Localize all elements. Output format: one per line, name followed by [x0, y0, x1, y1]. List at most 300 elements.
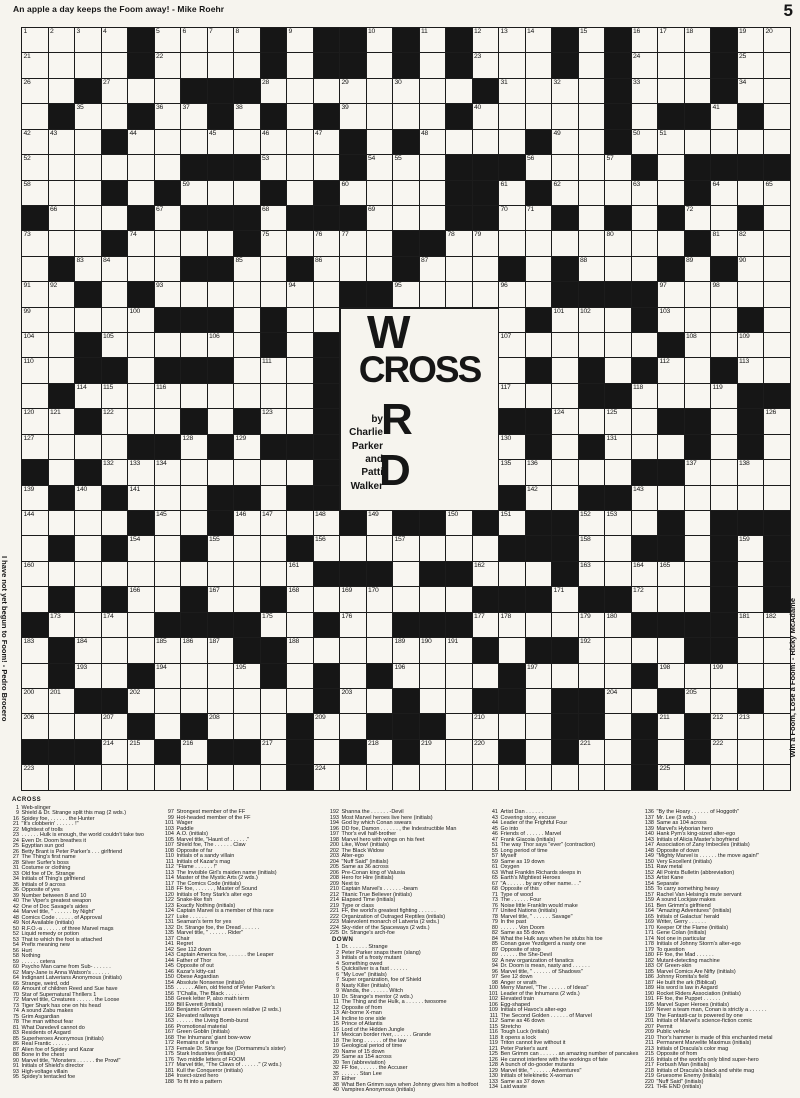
grid-cell: [261, 511, 288, 536]
clue-number: 204: [329, 858, 339, 865]
grid-cell-number: 216: [182, 739, 193, 747]
grid-cell-number: 208: [209, 714, 220, 722]
clue-number: 66: [12, 980, 19, 987]
grid-cell-number: 52: [23, 155, 31, 163]
grid-cell: [738, 53, 765, 78]
grid-cell-number: 214: [103, 739, 114, 747]
grid-cell: [208, 587, 235, 612]
grid-cell-black: [658, 409, 685, 434]
grid-cell: [764, 765, 791, 790]
clue-text: Opposite of from: [656, 1051, 698, 1057]
grid-cell: [75, 435, 102, 460]
grid-cell-number: 95: [394, 282, 402, 290]
grid-cell-black: [526, 435, 553, 460]
clue-text: . . . . . . Hulk is enough, the world couldn't take two: [21, 832, 144, 838]
grid-cell: [261, 460, 288, 485]
grid-cell-number: 2: [50, 28, 54, 35]
grid-cell-number: 125: [606, 409, 617, 417]
clue-text: Opposite of down: [656, 847, 700, 854]
grid-cell: [49, 79, 76, 104]
clue-text: Seaman's term for yes: [176, 919, 232, 925]
grid-cell: [764, 435, 791, 460]
grid-cell: [632, 409, 659, 434]
clue-number: 51: [491, 842, 498, 848]
clue-text: Merry Marvel, "The . . . . . . of Ideas": [500, 985, 589, 991]
grid-cell-black: [473, 587, 500, 612]
grid-cell: [526, 765, 553, 790]
grid-cell: [446, 79, 473, 104]
grid-cell: [393, 206, 420, 231]
grid-cell-black: [22, 206, 49, 231]
grid-cell: [367, 257, 394, 282]
grid-cell: [181, 740, 208, 765]
grid-cell: [75, 231, 102, 256]
grid-cell: [711, 409, 738, 434]
grid-cell: [128, 613, 155, 638]
grid-cell: [526, 104, 553, 129]
grid-cell-black: [340, 28, 367, 53]
grid-cell: [208, 714, 235, 739]
grid-cell-black: [128, 282, 155, 307]
clue-text: Dr. Strange's mentor (2 wds.): [341, 993, 413, 1000]
grid-cell-black: [181, 206, 208, 231]
grid-cell-number: 199: [712, 663, 723, 671]
clue-text: Thor's evil half-brother: [341, 831, 397, 837]
grid-cell: [499, 638, 526, 663]
grid-cell-number: 92: [50, 282, 57, 290]
grid-cell: [526, 79, 553, 104]
clue-text: Vampires Anonymous (initials): [341, 1087, 416, 1093]
clue-text: Star of Supernatural Thrillers 1: [21, 991, 97, 998]
grid-cell: [181, 765, 208, 790]
grid-cell: [658, 562, 685, 587]
clue-number: 168: [164, 1034, 174, 1041]
clue-text: A sound Lockjaw makes: [656, 897, 716, 903]
grid-cell-number: 85: [235, 256, 243, 264]
grid-cell: [208, 460, 235, 485]
grid-cell: [22, 104, 49, 129]
clue-text: Absolute Nonsense (initials): [176, 979, 245, 986]
grid-cell-black: [738, 155, 765, 180]
grid-cell: [711, 740, 738, 765]
grid-cell-black: [367, 714, 394, 739]
clue-text: Marvel title, " . . . . . . of Shadows": [500, 968, 583, 975]
clue-text: Hank Pym's king-sized alter-ego: [656, 831, 736, 837]
grid-cell: [340, 79, 367, 104]
grid-cell: [128, 409, 155, 434]
clue-number: 86: [12, 1041, 19, 1047]
grid-cell: [526, 333, 553, 358]
clue-number: 197: [644, 1007, 654, 1013]
clue-text: To fit into a pattern: [176, 1078, 222, 1085]
grid-cell-black: [234, 613, 261, 638]
grid-cell: [49, 613, 76, 638]
clue-text: What Franklin Richards sleeps in: [500, 869, 581, 876]
grid-cell-black: [499, 740, 526, 765]
clue-text: Egyptian sun god: [21, 843, 65, 849]
clue-number: 218: [644, 1067, 654, 1074]
grid-cell-number: 1: [23, 28, 27, 35]
grid-cell-black: [658, 689, 685, 714]
grid-cell: [393, 79, 420, 104]
grid-cell-black: [552, 28, 579, 53]
grid-cell-number: 110: [23, 358, 34, 366]
clue-text: The Thing's first name: [21, 854, 76, 860]
grid-cell-number: 3: [76, 28, 80, 35]
grid-cell: [208, 765, 235, 790]
grid-cell-number: 7: [209, 28, 213, 35]
clue-text: Initials of Havoc's alter-ego: [500, 1007, 567, 1013]
grid-cell-number: 88: [580, 256, 587, 264]
grid-cell: [234, 28, 261, 53]
grid-cell: [579, 181, 606, 206]
grid-cell: [181, 53, 208, 78]
grid-cell: [155, 409, 182, 434]
grid-cell-black: [155, 613, 182, 638]
clue-text: Master of the Mystic Arts (2 wds.): [176, 875, 258, 881]
grid-cell-black: [208, 435, 235, 460]
grid-cell-black: [314, 206, 341, 231]
grid-cell: [75, 613, 102, 638]
grid-cell: [234, 435, 261, 460]
grid-cell-black: [605, 206, 632, 231]
grid-cell: [22, 714, 49, 739]
clue-number: 40: [332, 1087, 339, 1093]
grid-cell: [446, 130, 473, 155]
grid-cell-number: 18: [686, 28, 693, 35]
clue-number: 152: [644, 869, 654, 876]
grid-cell: [579, 536, 606, 561]
grid-cell: [287, 460, 314, 485]
grid-cell: [102, 638, 129, 663]
grid-cell-black: [261, 587, 288, 612]
grid-cell: [632, 689, 659, 714]
clue-text: Tough Luck (initials): [500, 1029, 550, 1035]
grid-cell: [340, 257, 367, 282]
grid-cell-number: 175: [262, 612, 273, 620]
grid-cell-black: [393, 130, 420, 155]
clue-text: "Nuff Said" (initials): [656, 1078, 704, 1085]
clue-text: Initials of telekinetic X-woman: [500, 1073, 573, 1079]
clue-number: 26: [12, 848, 19, 855]
grid-cell-number: 169: [341, 587, 352, 595]
grid-cell-number: 164: [633, 561, 644, 569]
clue-text: FF foe, the Mad . . . . . .: [656, 952, 714, 958]
grid-cell: [473, 28, 500, 53]
grid-cell-number: 189: [394, 638, 405, 646]
grid-cell-number: 47: [315, 129, 322, 137]
grid-cell-number: 40: [474, 104, 481, 112]
grid-cell: [446, 536, 473, 561]
grid-cell-number: 124: [553, 409, 564, 417]
grid-cell: [128, 257, 155, 282]
grid-cell: [22, 435, 49, 460]
grid-cell: [155, 664, 182, 689]
clue-number: 121: [488, 1045, 498, 1052]
clue-number: 77: [491, 908, 498, 914]
grid-cell-number: 197: [527, 663, 538, 671]
clue-text: Something owed: [341, 960, 383, 967]
grid-cell-number: 97: [659, 282, 667, 290]
grid-cell: [552, 308, 579, 333]
grid-cell: [22, 562, 49, 587]
grid-cell: [208, 689, 235, 714]
grid-cell: [420, 638, 447, 663]
grid-cell: [287, 689, 314, 714]
clue-text: . . . . . . Von Doom: [500, 924, 545, 931]
grid-cell-black: [393, 231, 420, 256]
grid-cell-black: [552, 689, 579, 714]
clue-number: 155: [164, 985, 174, 991]
grid-cell: [579, 130, 606, 155]
grid-cell: [764, 130, 791, 155]
grid-cell-number: 44: [129, 129, 137, 137]
grid-cell-number: 36: [156, 104, 163, 112]
grid-cell: [632, 130, 659, 155]
grid-cell-black: [738, 689, 765, 714]
clue-text: Captain America foe, . . . . . . the Leaper: [176, 952, 274, 958]
grid-cell: [208, 536, 235, 561]
clue-number: 150: [644, 858, 654, 865]
grid-cell-number: 55: [394, 155, 402, 163]
grid-cell: [155, 79, 182, 104]
grid-cell: [393, 104, 420, 129]
clue-number: 131: [164, 919, 174, 925]
clue-text: Mr. Lee (3 wds.): [656, 814, 696, 821]
grid-cell: [764, 104, 791, 129]
grid-cell-black: [711, 257, 738, 282]
clue-text: Initials of a frosty mutant: [341, 955, 402, 961]
grid-cell: [287, 409, 314, 434]
grid-cell: [764, 231, 791, 256]
clue-number: 173: [164, 1045, 174, 1052]
grid-cell-black: [605, 28, 632, 53]
clue-number: 141: [164, 941, 174, 947]
grid-cell: [552, 435, 579, 460]
grid-cell: [314, 155, 341, 180]
grid-cell: [579, 257, 606, 282]
clue-number: 104: [164, 831, 174, 837]
grid-cell: [605, 155, 632, 180]
grid-cell: [632, 511, 659, 536]
grid-cell: [605, 613, 632, 638]
grid-cell: [658, 638, 685, 663]
clue-number: 9: [335, 988, 339, 994]
clue-number: 118: [165, 886, 174, 892]
grid-cell: [49, 765, 76, 790]
grid-cell: [314, 714, 341, 739]
clue-number: 100: [488, 985, 498, 991]
grid-cell: [764, 740, 791, 765]
clue-text: Initials of Tony Stark's alter ego: [176, 891, 253, 898]
grid-cell: [526, 282, 553, 307]
grid-cell: [102, 155, 129, 180]
clue-text: Luke . . . . . .: [176, 913, 207, 920]
grid-cell: [49, 714, 76, 739]
grid-cell-number: 174: [103, 612, 114, 620]
grid-cell-black: [420, 714, 447, 739]
grid-cell-number: 150: [447, 511, 458, 519]
clue-text: Greek letter P, also math term: [176, 996, 250, 1002]
grid-cell-number: 133: [129, 460, 140, 468]
clue-number: 210: [329, 886, 339, 892]
left-margin-quote: I have not yet begun to Foom! - Pedro Brocero: [0, 556, 9, 722]
grid-cell-number: 10: [368, 28, 375, 35]
grid-cell-black: [526, 358, 553, 383]
grid-cell-number: 167: [209, 587, 220, 595]
grid-cell-black: [22, 460, 49, 485]
grid-cell: [314, 740, 341, 765]
clue-number: 213: [644, 1045, 654, 1052]
grid-cell: [287, 587, 314, 612]
clue-number: 174: [644, 935, 654, 942]
grid-cell-black: [234, 79, 261, 104]
grid-cell-number: 79: [474, 231, 481, 239]
grid-cell-black: [393, 613, 420, 638]
grid-cell-number: 180: [606, 612, 617, 620]
grid-cell-black: [685, 104, 712, 129]
clue-number: 189: [644, 985, 654, 991]
clue-text: What the Hulk says when he stubs his toe: [500, 935, 603, 942]
grid-cell: [499, 28, 526, 53]
clue-number: 36: [12, 887, 19, 893]
clue-text: The Thing and the Hulk, a . . . . . . twosome: [341, 999, 447, 1005]
grid-cell: [261, 409, 288, 434]
grid-cell-black: [287, 740, 314, 765]
clue-number: 97: [491, 974, 498, 980]
clue-text: Grim Asgardian: [21, 1013, 60, 1020]
grid-cell-number: 172: [633, 587, 644, 595]
grid-cell-black: [605, 79, 632, 104]
grid-cell-black: [261, 638, 288, 663]
grid-cell-black: [552, 740, 579, 765]
title-byline-line: Patti: [361, 467, 383, 479]
grid-cell-number: 56: [527, 155, 534, 163]
grid-cell-black: [393, 714, 420, 739]
clue-text: It opens a lock: [500, 1034, 536, 1041]
grid-cell: [234, 358, 261, 383]
grid-cell: [579, 638, 606, 663]
clue-number: 46: [491, 831, 498, 837]
clue-number: 81: [12, 1024, 19, 1031]
grid-cell-black: [128, 28, 155, 53]
grid-cell: [711, 664, 738, 689]
grid-cell: [420, 181, 447, 206]
grid-cell: [75, 486, 102, 511]
grid-cell-black: [314, 358, 341, 383]
grid-cell: [234, 181, 261, 206]
clue-number: 154: [644, 880, 654, 887]
grid-cell-number: 91: [23, 282, 31, 290]
clue-number: 14: [332, 1015, 339, 1022]
grid-cell-number: 80: [606, 231, 614, 239]
clue-text: DD foe, Damon . . . . . . , the Indestructible Man: [341, 825, 457, 832]
grid-cell-black: [181, 409, 208, 434]
clue-number: 116: [489, 1029, 498, 1035]
grid-cell-number: 8: [235, 28, 239, 35]
grid-cell: [552, 486, 579, 511]
grid-cell: [128, 155, 155, 180]
grid-cell-number: 12: [474, 28, 481, 35]
clue-text: Artist Dan . . . . . .: [500, 809, 543, 815]
clue-number: 87: [12, 1046, 19, 1053]
clue-number: 188: [164, 1078, 174, 1085]
grid-cell: [393, 587, 420, 612]
clue: [8, 1075, 160, 1081]
grid-cell: [499, 206, 526, 231]
clue-text: Dr. Strange foe, the Dread . . . . . .: [176, 924, 260, 931]
grid-cell: [287, 130, 314, 155]
grid-cell-black: [711, 79, 738, 104]
grid-cell: [128, 740, 155, 765]
grid-cell: [75, 130, 102, 155]
grid-cell-black: [658, 104, 685, 129]
clue-number: 166: [164, 1023, 174, 1030]
clue-text: Initials of Alicia Master's boyfriend: [656, 836, 739, 843]
grid-cell: [102, 613, 129, 638]
grid-cell-black: [605, 282, 632, 307]
clue-number: 90: [12, 1057, 19, 1064]
grid-cell: [552, 460, 579, 485]
clue-number: 199: [644, 1012, 654, 1019]
grid-cell-number: 67: [156, 205, 163, 213]
grid-cell: [579, 155, 606, 180]
grid-cell: [287, 511, 314, 536]
clue-text: Rocket Riders Association (initials): [656, 990, 741, 997]
grid-cell: [261, 486, 288, 511]
grid-cell: [473, 130, 500, 155]
grid-cell: [473, 282, 500, 307]
grid-cell-number: 114: [76, 383, 87, 391]
grid-cell: [552, 181, 579, 206]
clue-number: 161: [644, 902, 654, 909]
grid-cell: [155, 155, 182, 180]
clue-text: Air-borne X-man: [341, 1010, 382, 1016]
grid-cell-black: [685, 714, 712, 739]
clue-text: Same as 104 across: [656, 820, 707, 826]
grid-cell-number: 75: [262, 231, 269, 239]
grid-cell-black: [552, 638, 579, 663]
clue-number: 2: [335, 949, 339, 956]
grid-cell-number: 6: [182, 28, 186, 35]
grid-cell: [49, 28, 76, 53]
grid-cell: [261, 689, 288, 714]
grid-cell-number: 149: [368, 511, 379, 519]
grid-cell: [340, 765, 367, 790]
grid-cell-black: [314, 613, 341, 638]
grid-cell: [155, 231, 182, 256]
clue-text: See 12 down: [500, 974, 533, 980]
grid-cell: [314, 511, 341, 536]
grid-cell-number: 187: [209, 638, 220, 646]
grid-cell-number: 73: [23, 231, 31, 239]
grid-cell: [420, 53, 447, 78]
grid-cell-black: [579, 587, 606, 612]
grid-cell-number: 98: [712, 282, 720, 290]
grid-cell-number: 145: [156, 511, 167, 519]
clue-number: 209: [644, 1029, 654, 1035]
grid-cell: [367, 638, 394, 663]
grid-cell-number: 221: [580, 739, 591, 747]
clue-text: Go into: [500, 825, 519, 832]
grid-cell: [128, 308, 155, 333]
clue-number: 128: [488, 1062, 498, 1068]
clue-number: 19: [332, 1043, 339, 1049]
grid-cell-number: 210: [474, 714, 485, 722]
grid-cell: [234, 130, 261, 155]
grid-cell-number: 71: [527, 205, 534, 213]
grid-cell: [234, 511, 261, 536]
